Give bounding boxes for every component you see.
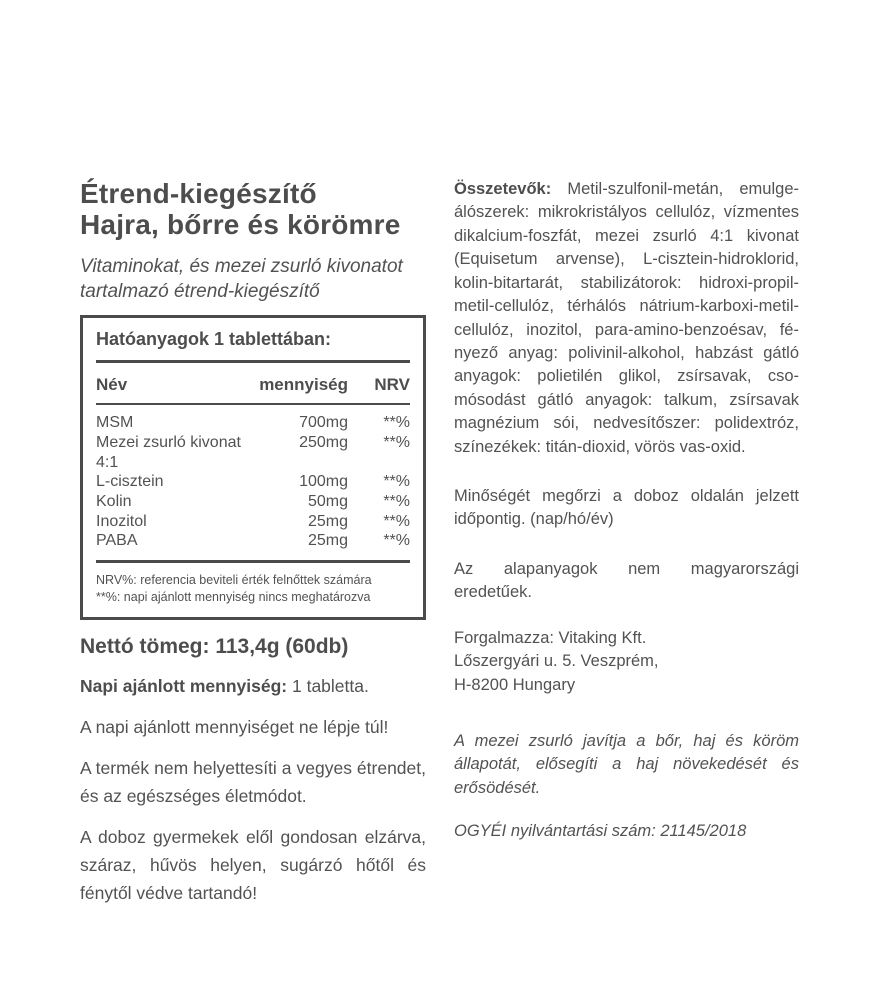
ingredient-name: L-cisztein bbox=[96, 473, 164, 491]
ingredient-name: Kolin bbox=[96, 493, 132, 511]
ingredient-nrv: **% bbox=[383, 434, 410, 452]
product-title bbox=[80, 178, 426, 241]
supplement-facts-box bbox=[80, 315, 426, 620]
distributor-line2: Lőszergyári u. 5. Veszprém, bbox=[454, 652, 659, 671]
ingredient-amount: 250mg bbox=[299, 434, 348, 452]
facts-header-row bbox=[96, 375, 410, 395]
facts-divider-top bbox=[96, 360, 410, 363]
label-content bbox=[80, 178, 799, 907]
facts-row bbox=[96, 433, 410, 472]
ingredient-amount: 100mg bbox=[299, 473, 348, 491]
warning-overdose: A napi ajánlott mennyiséget ne lépje túl! bbox=[80, 716, 389, 737]
ingredients-label: Összetevők: bbox=[454, 180, 552, 198]
facts-header-name: Név bbox=[96, 374, 128, 394]
ingredient-name: PABA bbox=[96, 532, 138, 550]
ingredient-amount: 25mg bbox=[307, 512, 348, 530]
warning-storage: A doboz gyermekek elől gondosan elzárva, száraz, hűvös helyen, sugárzó hőtől és fénytől védve tartandó! bbox=[80, 826, 426, 903]
ingredient-nrv: **% bbox=[383, 512, 410, 530]
product-title-line1: Étrend-kiegészítő bbox=[80, 178, 317, 209]
ingredient-amount: 50mg bbox=[307, 493, 348, 511]
net-weight: Nettó tömeg: 113,4g (60db) bbox=[80, 634, 349, 658]
daily-dose bbox=[80, 672, 426, 700]
registration-number: OGYÉI nyilvántartási szám: 21145/2018 bbox=[454, 822, 747, 841]
distributor-line3: H-8200 Hungary bbox=[454, 675, 576, 694]
distributor-address bbox=[454, 627, 799, 697]
facts-header-nrv: NRV bbox=[374, 374, 410, 394]
right-column bbox=[454, 178, 799, 907]
ingredient-amount: 25mg bbox=[307, 532, 348, 550]
ingredient-nrv: **% bbox=[383, 414, 410, 432]
ingredient-name: MSM bbox=[96, 414, 134, 432]
facts-header-amount: mennyiség bbox=[259, 374, 348, 394]
health-claim: A mezei zsurló javítja a bőr, haj és köröm állapotát, elősegíti a haj növekedését és erősödését. bbox=[454, 732, 799, 797]
origin-note: Az alapanyagok nem magyarországi eredetűek. bbox=[454, 559, 799, 602]
facts-row bbox=[96, 531, 410, 551]
ingredient-name: Inozitol bbox=[96, 512, 147, 530]
ingredients-paragraph bbox=[454, 178, 799, 459]
best-before-note: Minőségét megőrzi a doboz oldalán jelzett időpontig. (nap/hó/év) bbox=[454, 487, 799, 529]
product-subtitle: Vitaminokat, és mezei zsurló kivonatot tartalmazó étrend-kiegészítő bbox=[80, 255, 403, 302]
facts-row bbox=[96, 512, 410, 532]
facts-row bbox=[96, 472, 410, 492]
ingredient-amount: 700mg bbox=[299, 414, 348, 432]
product-title-line2: Hajra, bőrre és körömre bbox=[80, 209, 401, 241]
ingredient-nrv: **% bbox=[383, 532, 410, 550]
daily-dose-value: 1 tabletta. bbox=[287, 675, 369, 696]
facts-divider-bottom bbox=[96, 560, 410, 563]
ingredient-name: Mezei zsurló kivonat 4:1 bbox=[96, 434, 241, 471]
daily-dose-label: Napi ajánlott mennyiség: bbox=[80, 675, 288, 696]
ingredient-nrv: **% bbox=[383, 493, 410, 511]
facts-divider-header bbox=[96, 403, 410, 406]
distributor-line1: Forgalmazza: Vitaking Kft. bbox=[454, 628, 647, 647]
facts-title: Hatóanyagok 1 tablettában: bbox=[96, 328, 332, 349]
facts-row bbox=[96, 413, 410, 433]
ingredient-nrv: **% bbox=[383, 473, 410, 491]
facts-row bbox=[96, 492, 410, 512]
facts-footnote-daily: **%: napi ajánlott mennyiség nincs meghatározva bbox=[96, 590, 371, 605]
facts-footnote-nrv: NRV%: referencia beviteli érték felnőttek számára bbox=[96, 572, 372, 587]
left-column bbox=[80, 178, 426, 907]
ingredients-text: Metil-szulfonil-metán, emulgeálószerek: mikrokristályos cellulóz, vízmentes dikalcium-foszfát, mezei zsurló 4:1 kivonat (Equisetum arvense), L-cisztein-hidroklorid, kolin-bitartarát, stabilizátorok: hidroxi-propil-metil-cellulóz, térhálós nátrium-karboxi-metil-cellulóz, inozitol, para-amino-benzoésav, fényező anyag: polivinil-alkohol, habzást gátló anyagok: polietilén glikol, zsírsavak, csomósodást gátló anyagok: talkum, zsírsavak magnézium sói, nedvesítőszer: polidextróz, színezékek: titán-dioxid, vörös vas-oxid. bbox=[454, 180, 799, 456]
warning-diet: A termék nem helyettesíti a vegyes étrendet, és az egészséges életmódot. bbox=[80, 757, 426, 806]
